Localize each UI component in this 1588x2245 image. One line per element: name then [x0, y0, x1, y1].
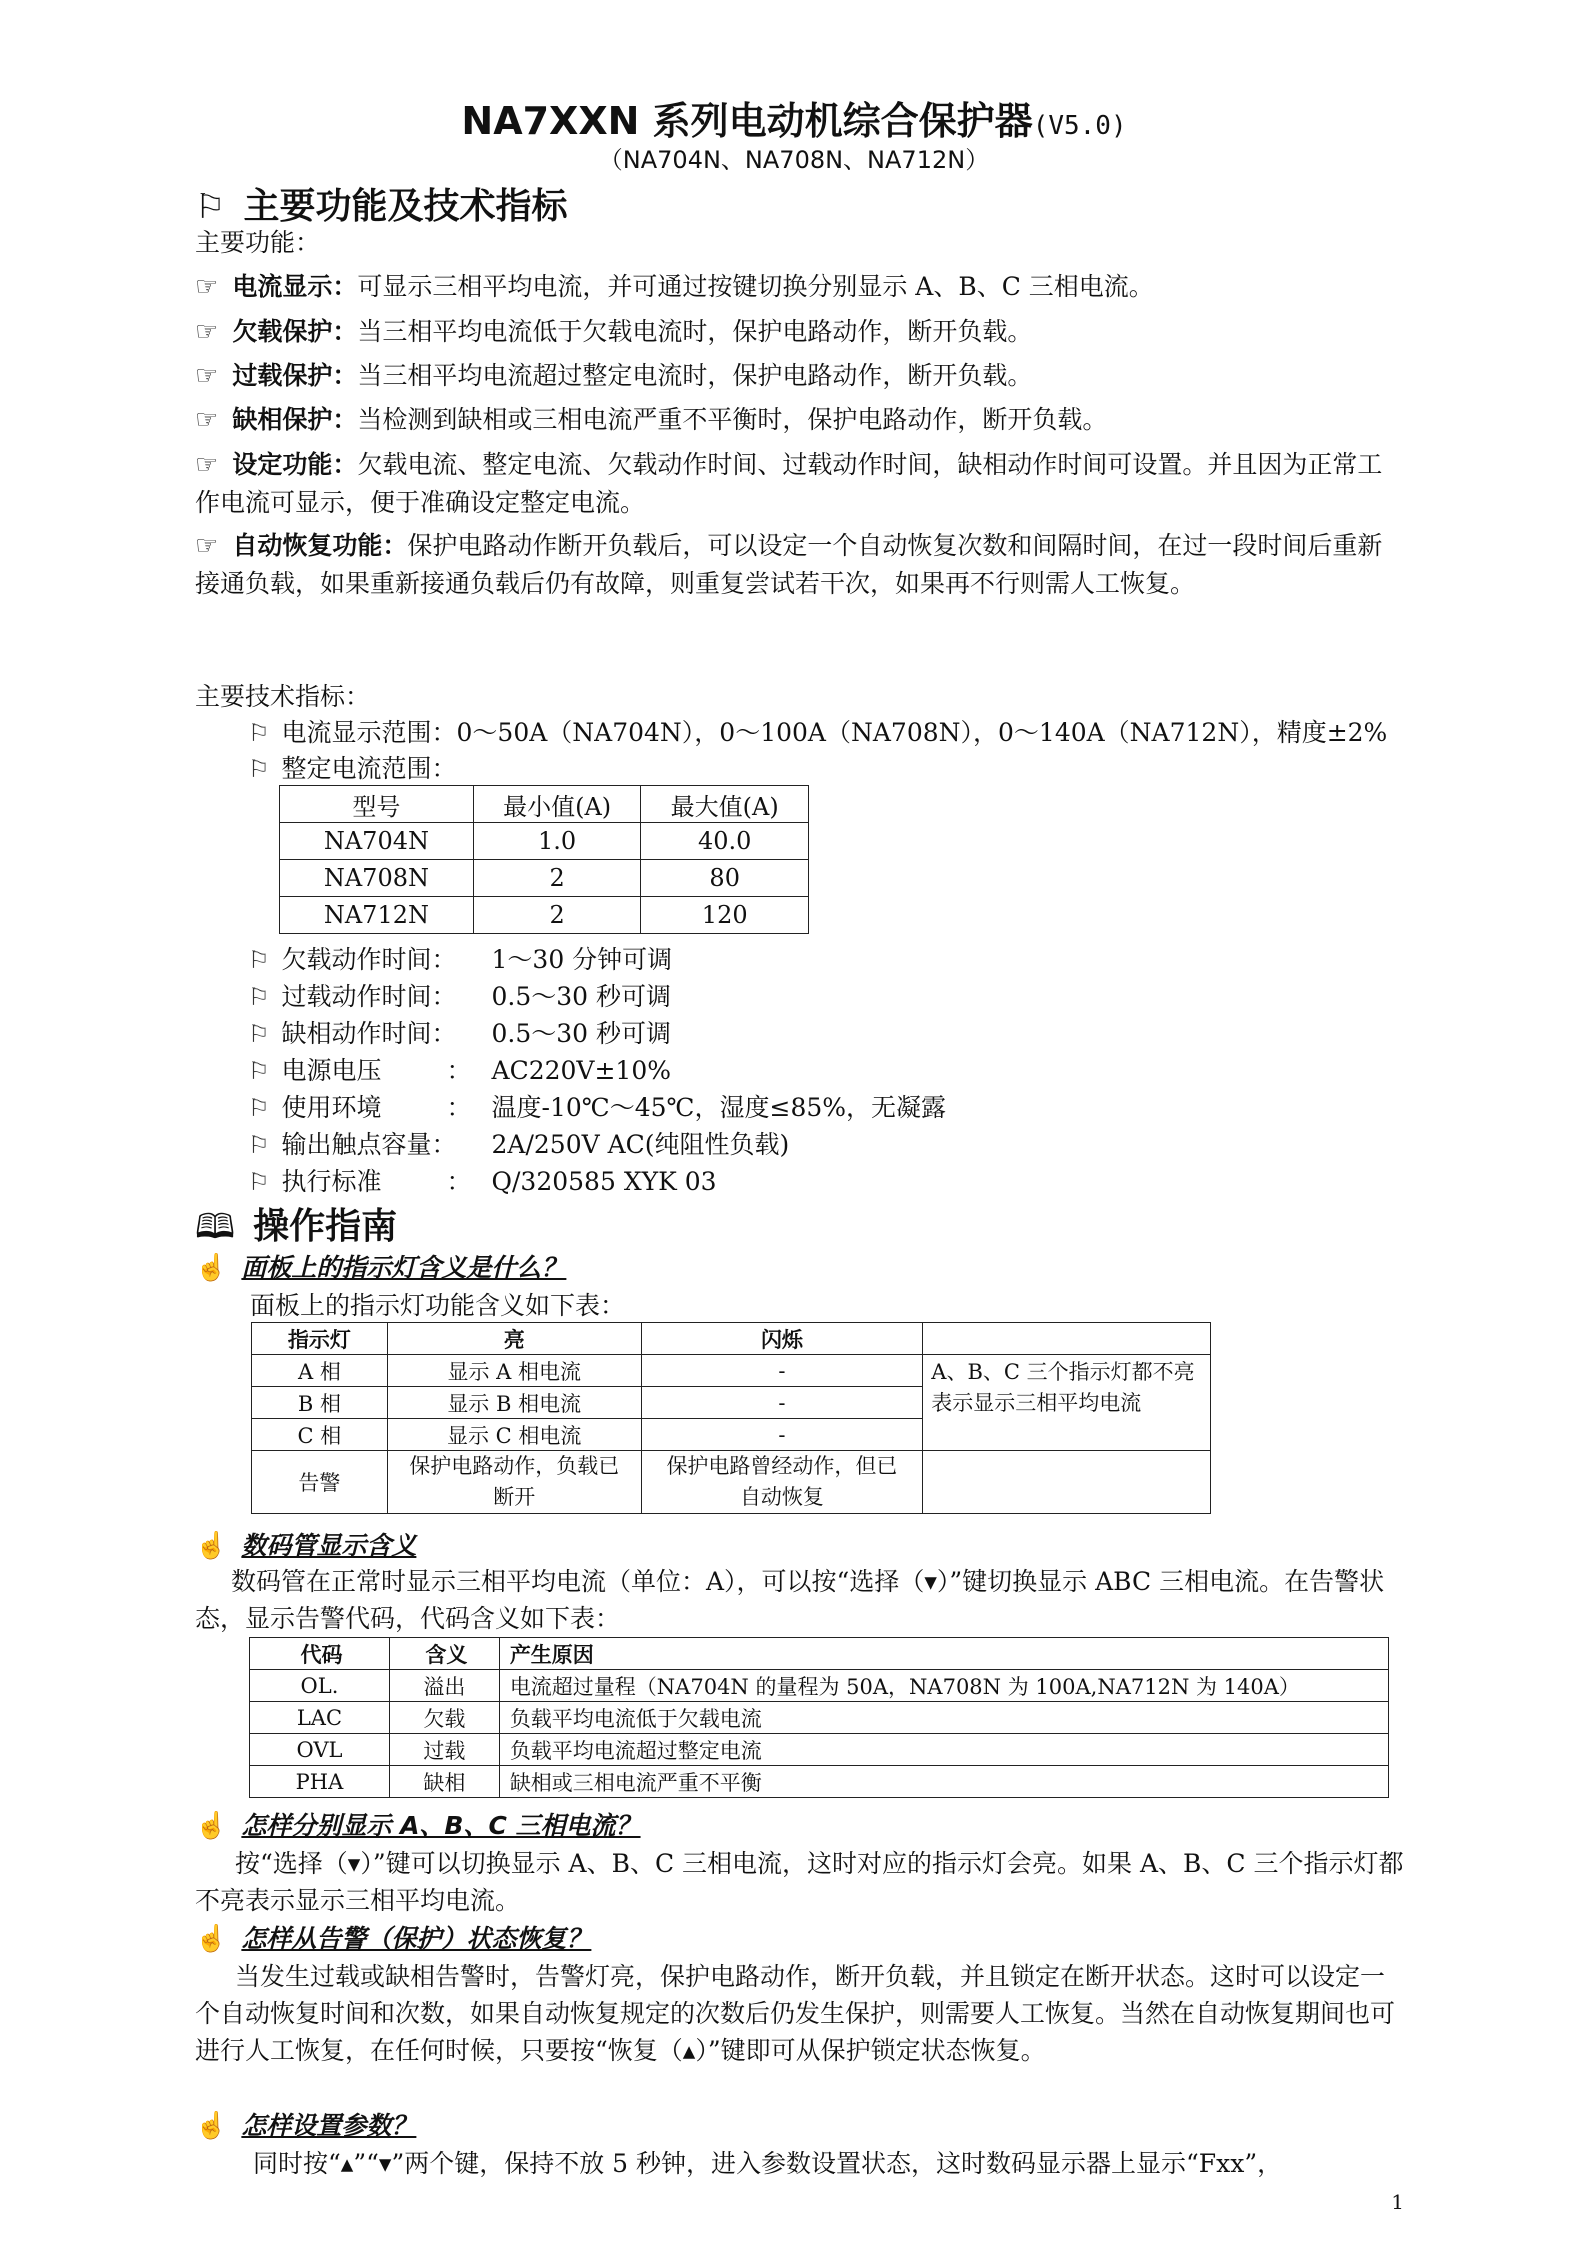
pointing-finger-icon: ☝: [195, 1531, 228, 1561]
question-heading: ☝ 数码管显示含义: [195, 1531, 417, 1561]
table-row: C 相 显示 C 相电流 -: [252, 1419, 1211, 1451]
table-header-row: 指示灯 亮 闪烁: [252, 1323, 1211, 1355]
table-row: B 相 显示 B 相电流 -: [252, 1387, 1211, 1419]
flag-icon: ⚐: [248, 755, 270, 783]
flag-icon: ⚐: [248, 719, 270, 747]
flag-icon: ⚐: [248, 1057, 270, 1085]
table-row: NA712N 2 120: [280, 897, 809, 934]
flag-icon: ⚐: [248, 983, 270, 1011]
section-heading-functions: ⚐ 主要功能及技术指标: [195, 186, 568, 227]
table-header-row: 型号 最小值(A) 最大值(A): [280, 786, 809, 823]
flag-icon: ⚐: [248, 1094, 270, 1122]
table-row: OVL 过载 负载平均电流超过整定电流: [250, 1734, 1389, 1766]
pointing-finger-icon: ☝: [195, 2111, 228, 2141]
function-item: ☞ 电流显示：可显示三相平均电流，并可通过按键切换分别显示 A、B、C 三相电流。: [195, 272, 1154, 302]
function-item: ☞ 过载保护：当三相平均电流超过整定电流时，保护电路动作，断开负载。: [195, 361, 1033, 391]
section-heading-guide: 🕮 操作指南: [195, 1206, 398, 1247]
led-note: A、B、C 三个指示灯都不亮表示显示三相平均电流: [923, 1355, 1211, 1451]
alarm-code-table: [249, 1637, 1389, 1798]
pointing-hand-icon: ☞: [195, 317, 219, 347]
pointing-finger-icon: ☝: [195, 1811, 228, 1841]
function-item: ☞ 自动恢复功能：保护电路动作断开负载后，可以设定一个自动恢复次数和间隔时间，在过一段时间后重新接通负载，如果重新接通负载后仍有故障，则重复尝试若干次，如果再不行则需人工恢复。: [195, 531, 1383, 598]
spec-item: ⚐ 缺相动作时间： 0.5～30 秒可调: [248, 1019, 672, 1048]
spec-item: ⚐ 欠载动作时间： 1～30 分钟可调: [248, 945, 673, 974]
spec-item: ⚐ 电源电压 ： AC220V±10%: [248, 1056, 671, 1085]
flag-icon: ⚐: [248, 1168, 270, 1196]
table-row: A 相 显示 A 相电流 - A、B、C 三个指示灯都不亮表示显示三相平均电流: [252, 1355, 1211, 1387]
answer-text: 当发生过载或缺相告警时，告警灯亮，保护电路动作，断开负载，并且锁定在断开状态。这时可以设定一个自动恢复时间和次数，如果自动恢复规定的次数后仍发生保护，则需要人工恢复。当然在自动恢复期间也可进行人工恢复，在任何时候，只要按“恢复（▴）”键即可从保护锁定状态恢复。: [195, 1962, 1396, 2065]
function-item: ☞ 欠载保护：当三相平均电流低于欠载电流时，保护电路动作，断开负载。: [195, 317, 1033, 347]
document-subtitle: （NA704N、NA708N、NA712N）: [598, 146, 990, 174]
spec-item: ⚐ 执行标准 ： Q/320585 XYK 03: [248, 1167, 717, 1196]
table-row: NA708N 2 80: [280, 860, 809, 897]
table-row: 告警 保护电路动作，负载已断开 保护电路曾经动作，但已自动恢复: [252, 1451, 1211, 1514]
spec-item: ⚐ 整定电流范围：: [248, 754, 457, 783]
specs-label: 主要技术指标：: [195, 682, 371, 711]
setting-range-table: [279, 785, 809, 934]
pointing-hand-icon: ☞: [195, 405, 219, 435]
spec-item: ⚐ 使用环境 ： 温度-10℃～45℃，湿度≤85%，无凝露: [248, 1093, 947, 1122]
pointing-hand-icon: ☞: [195, 450, 219, 480]
table-row: OL. 溢出 电流超过量程（NA704N 的量程为 50A，NA708N 为 100A,NA712N 为 140A）: [250, 1670, 1389, 1702]
answer-text: 按“选择（▾）”键可以切换显示 A、B、C 三相电流，这时对应的指示灯会亮。如果 A、B、C 三个指示灯都不亮表示显示三相平均电流。: [195, 1849, 1404, 1915]
answer-text: 同时按“▴”“▾”两个键，保持不放 5 秒钟，进入参数设置状态，这时数码显示器上显示“Fxx”，: [253, 2149, 1283, 2178]
spec-item: ⚐ 输出触点容量： 2A/250V AC(纯阻性负载): [248, 1130, 790, 1159]
flag-icon: ⚐: [248, 1131, 270, 1159]
book-icon: 🕮: [195, 1207, 236, 1247]
flag-icon: ⚐: [248, 1020, 270, 1048]
functions-label: 主要功能：: [195, 228, 321, 257]
question-heading: ☝ 怎样从告警（保护）状态恢复？: [195, 1924, 592, 1954]
question-heading: ☝ 怎样分别显示 A、B、C 三相电流？: [195, 1811, 641, 1841]
spec-item: ⚐ 电流显示范围：0～50A（NA704N），0～100A（NA708N），0～140A（NA712N），精度±2%: [248, 718, 1388, 747]
pointing-hand-icon: ☞: [195, 272, 219, 302]
table-row: NA704N 1.0 40.0: [280, 823, 809, 860]
question-heading: ☝ 怎样设置参数？: [195, 2111, 417, 2141]
table-row: PHA 缺相 缺相或三相电流严重不平衡: [250, 1766, 1389, 1798]
flag-icon: ⚐: [195, 187, 226, 227]
flag-icon: ⚐: [248, 946, 270, 974]
pointing-finger-icon: ☝: [195, 1253, 228, 1283]
pointing-hand-icon: ☞: [195, 531, 219, 561]
pointing-hand-icon: ☞: [195, 361, 219, 391]
indicator-light-table: [251, 1322, 1211, 1514]
title-text: NA7XXN 系列电动机综合保护器: [461, 99, 1033, 143]
document-title: [0, 90, 1588, 145]
table-header-row: 代码 含义 产生原因: [250, 1638, 1389, 1670]
title-version: (V5.0): [1032, 111, 1127, 141]
pointing-finger-icon: ☝: [195, 1924, 228, 1954]
table-row: LAC 欠载 负载平均电流低于欠载电流: [250, 1702, 1389, 1734]
question-heading: ☝ 面板上的指示灯含义是什么？: [195, 1253, 567, 1283]
display-description: 数码管在正常时显示三相平均电流（单位：A），可以按“选择（▾）”键切换显示 ABC 三相电流。在告警状态，显示告警代码，代码含义如下表：: [195, 1567, 1385, 1633]
spec-item: ⚐ 过载动作时间： 0.5～30 秒可调: [248, 982, 672, 1011]
function-item: ☞ 设定功能：欠载电流、整定电流、欠载动作时间、过载动作时间，缺相动作时间可设置。并且因为正常工作电流可显示，便于准确设定整定电流。: [195, 450, 1383, 517]
function-item: ☞ 缺相保护：当检测到缺相或三相电流严重不平衡时，保护电路动作，断开负载。: [195, 405, 1108, 435]
led-table-intro: 面板上的指示灯功能含义如下表：: [250, 1291, 626, 1320]
page-number: 1: [1391, 2190, 1404, 2214]
